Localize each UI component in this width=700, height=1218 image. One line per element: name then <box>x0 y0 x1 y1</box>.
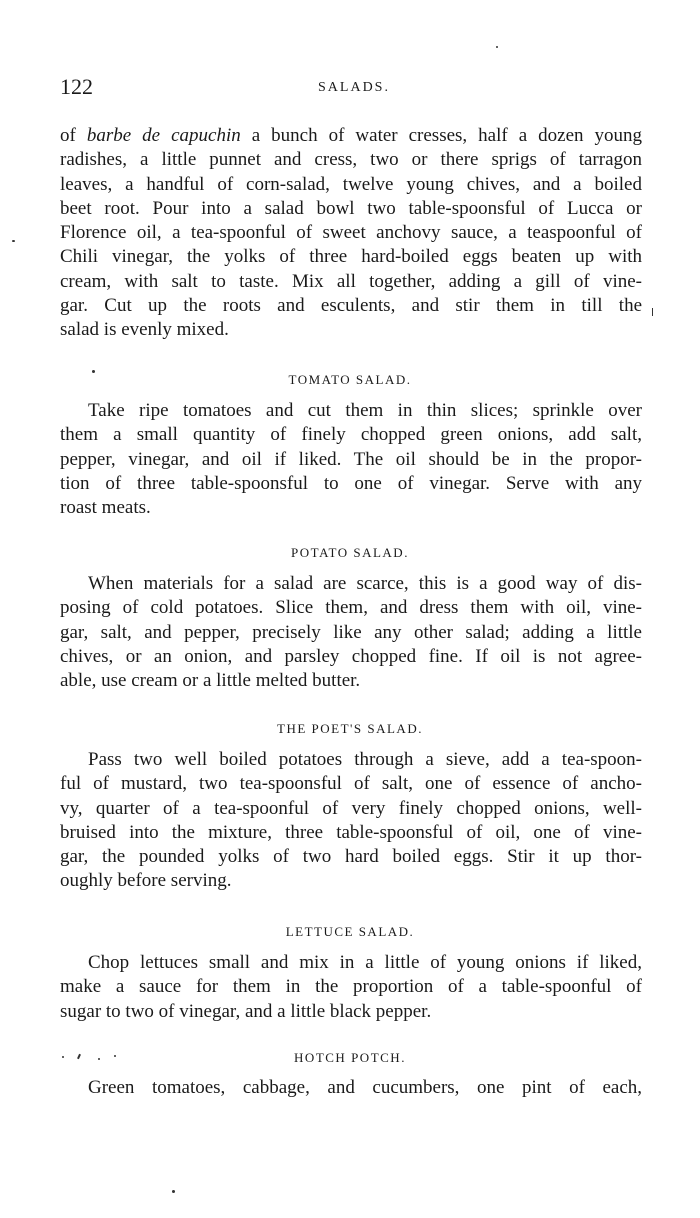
text-line: chives, or an onion, and parsley chopped fine. If oil is not agree- <box>60 645 642 667</box>
text-line: When materials for a salad are scarce, this is a good way of dis- <box>88 573 642 594</box>
text-line: Florence oil, a tea-spoonful of sweet anchovy sauce, a teaspoonful of <box>60 222 642 244</box>
scan-speck <box>652 308 653 316</box>
text-line: tion of three table-spoonsful to one of vinegar. Serve with any <box>60 472 642 494</box>
italic-phrase: barbe de capuchin <box>86 125 241 146</box>
page-number: 122 <box>60 74 93 99</box>
running-head: SALADS. <box>318 80 390 95</box>
scan-speck <box>172 1190 175 1193</box>
paragraph-continuation <box>60 124 642 343</box>
paragraph-tomato-salad <box>60 399 642 520</box>
text-line: cream, with salt to taste. Mix all together, adding a gill of vine- <box>60 270 642 292</box>
text-line: Green tomatoes, cabbage, and cucumbers, one pint of each, <box>88 1077 642 1098</box>
scan-speck <box>98 1058 100 1060</box>
scan-speck <box>92 370 95 373</box>
line-start: of <box>60 125 87 146</box>
text-line: Chop lettuces small and mix in a little of young onions if liked, <box>88 952 642 973</box>
scan-speck <box>62 1056 64 1058</box>
text-line: gar. Cut up the roots and esculents, and stir them in till the <box>60 295 642 317</box>
section-heading-lettuce-salad: LETTUCE SALAD. <box>285 924 415 939</box>
text-line: them a small quantity of finely chopped green onions, add salt, <box>60 424 642 446</box>
paragraph-poets-salad <box>60 748 642 894</box>
line-rest: a bunch of water cresses, half a dozen young <box>240 125 642 146</box>
text-line <box>60 124 642 148</box>
text-line: ful of mustard, two tea-spoonsful of salt, one of essence of ancho- <box>60 773 642 795</box>
page-header <box>60 74 640 104</box>
text-line: bruised into the mixture, three table-spoonsful of oil, one of vine- <box>60 821 642 843</box>
section-heading-potato-salad: POTATO SALAD. <box>291 545 409 560</box>
text-line: salad is evenly mixed. <box>60 319 229 341</box>
scan-speck <box>496 46 498 48</box>
section-heading-hotch-potch: HOTCH POTCH. <box>294 1050 406 1065</box>
paragraph-hotch-potch <box>60 1076 642 1100</box>
text-line: gar, the pounded yolks of two hard boiled eggs. Stir it up thor- <box>60 846 642 868</box>
paragraph-potato-salad <box>60 572 642 693</box>
text-line: Take ripe tomatoes and cut them in thin slices; sprinkle over <box>88 400 642 421</box>
text-line: Chili vinegar, the yolks of three hard-boiled eggs beaten up with <box>60 246 642 268</box>
text-line: roast meats. <box>60 497 151 519</box>
scan-speck <box>12 240 15 242</box>
text-line: vy, quarter of a tea-spoonful of very finely chopped onions, well- <box>60 797 642 819</box>
text-line: able, use cream or a little melted butter. <box>60 670 361 692</box>
text-line: oughly before serving. <box>60 870 232 892</box>
section-heading-poets-salad: THE POET'S SALAD. <box>277 721 423 736</box>
text-line: sugar to two of vinegar, and a little black pepper. <box>60 1000 432 1022</box>
scan-speck <box>114 1055 116 1057</box>
text-line: leaves, a handful of corn-salad, twelve young chives, and a boiled <box>60 173 642 195</box>
text-line: posing of cold potatoes. Slice them, and dress them with oil, vine- <box>60 597 642 619</box>
paragraph-lettuce-salad <box>60 951 642 1024</box>
text-line: radishes, a little punnet and cress, two or there sprigs of tarragon <box>60 149 642 171</box>
text-line: make a sauce for them in the proportion of a table-spoonful of <box>60 976 642 998</box>
text-line: beet root. Pour into a salad bowl two table-spoonsful of Lucca or <box>60 197 642 219</box>
section-heading-tomato-salad: TOMATO SALAD. <box>288 372 412 387</box>
text-line: Pass two well boiled potatoes through a sieve, add a tea-spoon- <box>88 749 642 770</box>
text-line: pepper, vinegar, and oil if liked. The oil should be in the propor- <box>60 448 642 470</box>
text-line: gar, salt, and pepper, precisely like any other salad; adding a little <box>60 621 642 643</box>
